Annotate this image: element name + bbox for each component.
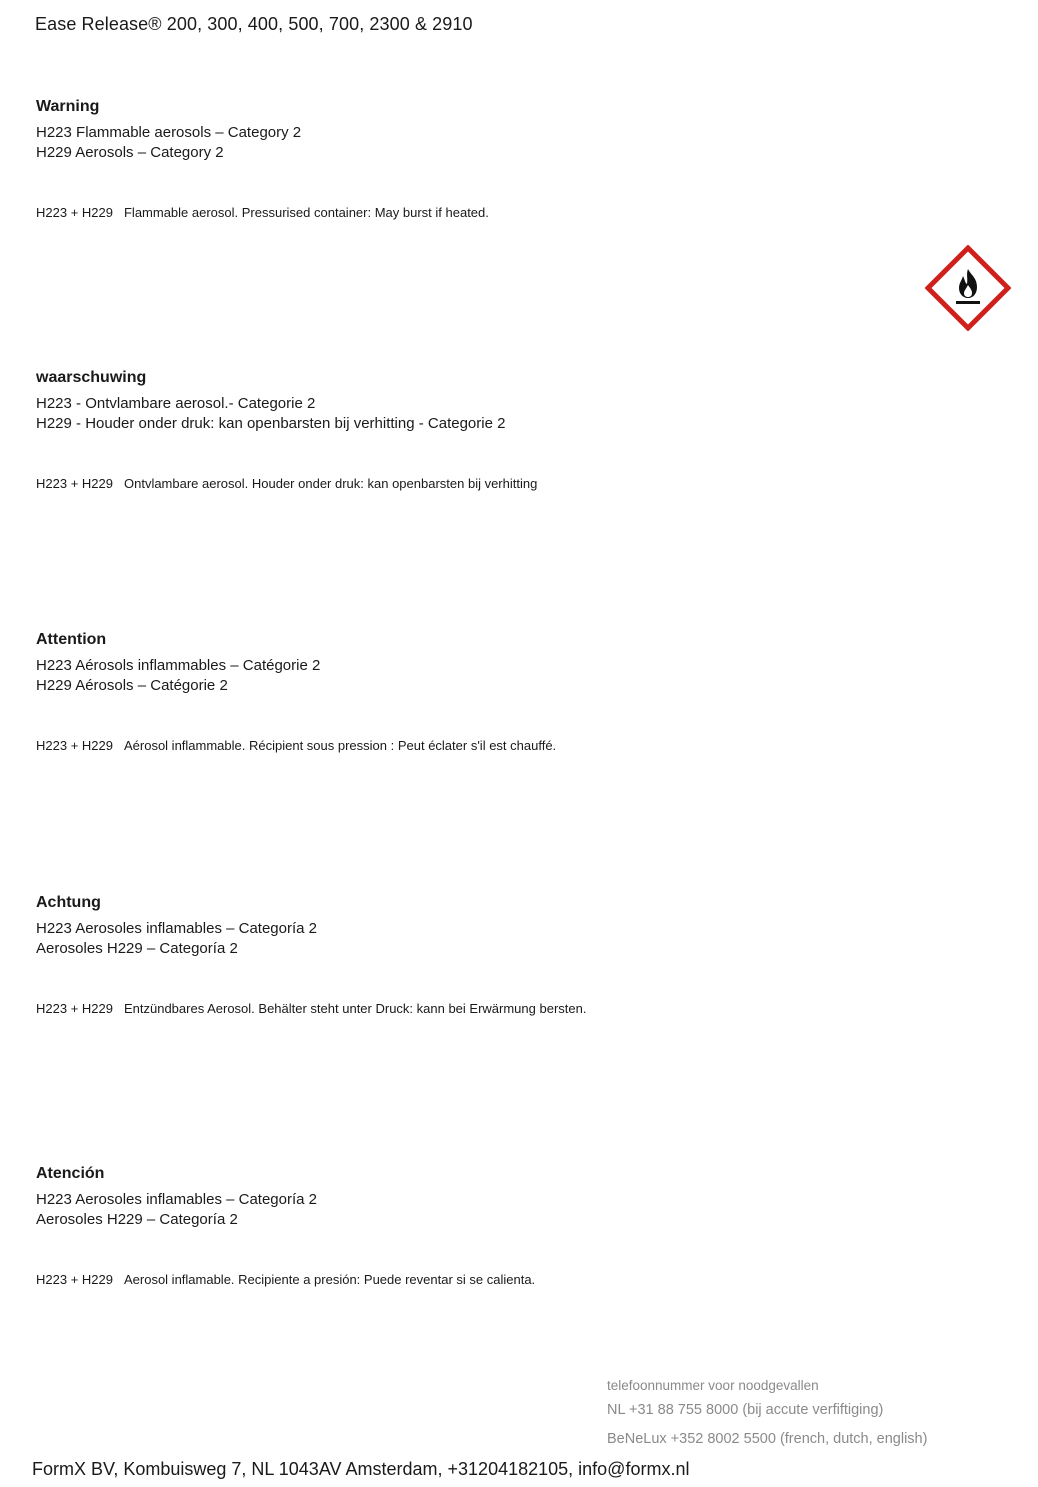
hazard-line: H223 - Ontvlambare aerosol.- Categorie 2 <box>36 395 316 412</box>
combined-statement <box>36 1272 535 1287</box>
section-heading: Atención <box>36 1165 105 1182</box>
hazard-line: Aerosoles H229 – Categoría 2 <box>36 1211 238 1228</box>
page-title: Ease Release® 200, 300, 400, 500, 700, 2300 & 2910 <box>35 14 473 34</box>
combined-code: H223 + H229 <box>36 1001 113 1016</box>
combined-code: H223 + H229 <box>36 476 113 491</box>
combined-statement <box>36 738 556 753</box>
combined-text: Aérosol inflammable. Récipient sous pression : Peut éclater s'il est chauffé. <box>123 738 557 753</box>
combined-text: Ontvlambare aerosol. Houder onder druk: kan openbarsten bij verhitting <box>123 476 538 491</box>
hazard-statements <box>36 394 916 434</box>
combined-text: Flammable aerosol. Pressurised container: May burst if heated. <box>123 205 489 220</box>
combined-text: Entzündbares Aerosol. Behälter steht unter Druck: kann bei Erwärmung bersten. <box>123 1001 587 1016</box>
flame-hazard-icon <box>925 245 1011 331</box>
emergency-phone-nl: NL +31 88 755 8000 (bij accute verfiftiging) <box>607 1402 884 1418</box>
combined-statement <box>36 1001 586 1016</box>
section-heading: Achtung <box>36 894 101 911</box>
emergency-label: telefoonnummer voor noodgevallen <box>607 1378 819 1393</box>
section-heading: Warning <box>36 98 100 115</box>
combined-statement <box>36 205 489 220</box>
combined-code: H223 + H229 <box>36 738 113 753</box>
hazard-statements <box>36 1190 916 1230</box>
section-heading: waarschuwing <box>36 369 147 386</box>
combined-statement <box>36 476 537 491</box>
combined-code: H223 + H229 <box>36 1272 113 1287</box>
section-dutch <box>36 368 916 491</box>
hazard-line: H229 Aerosols – Category 2 <box>36 144 224 161</box>
hazard-statements <box>36 123 916 163</box>
combined-text: Aerosol inflamable. Recipiente a presión: Puede reventar si se calienta. <box>123 1272 536 1287</box>
hazard-statements <box>36 656 916 696</box>
hazard-line: H223 Flammable aerosols – Category 2 <box>36 124 302 141</box>
hazard-line: H229 Aérosols – Catégorie 2 <box>36 677 228 694</box>
hazard-line: H223 Aerosoles inflamables – Categoría 2 <box>36 920 318 937</box>
combined-code: H223 + H229 <box>36 205 113 220</box>
hazard-line: H223 Aerosoles inflamables – Categoría 2 <box>36 1191 318 1208</box>
hazard-line: Aerosoles H229 – Categoría 2 <box>36 940 238 957</box>
section-spanish <box>36 1164 916 1287</box>
section-french <box>36 630 916 753</box>
hazard-line: H223 Aérosols inflammables – Catégorie 2 <box>36 657 321 674</box>
emergency-phone-benelux: BeNeLux +352 8002 5500 (french, dutch, english) <box>607 1431 928 1447</box>
footer-address: FormX BV, Kombuisweg 7, NL 1043AV Amsterdam, +31204182105, info@formx.nl <box>32 1459 690 1479</box>
section-heading: Attention <box>36 631 107 648</box>
emergency-contact <box>607 1376 927 1454</box>
section-german <box>36 893 916 1016</box>
hazard-line: H229 - Houder onder druk: kan openbarsten bij verhitting - Categorie 2 <box>36 415 506 432</box>
section-english <box>36 97 916 220</box>
hazard-statements <box>36 919 916 959</box>
